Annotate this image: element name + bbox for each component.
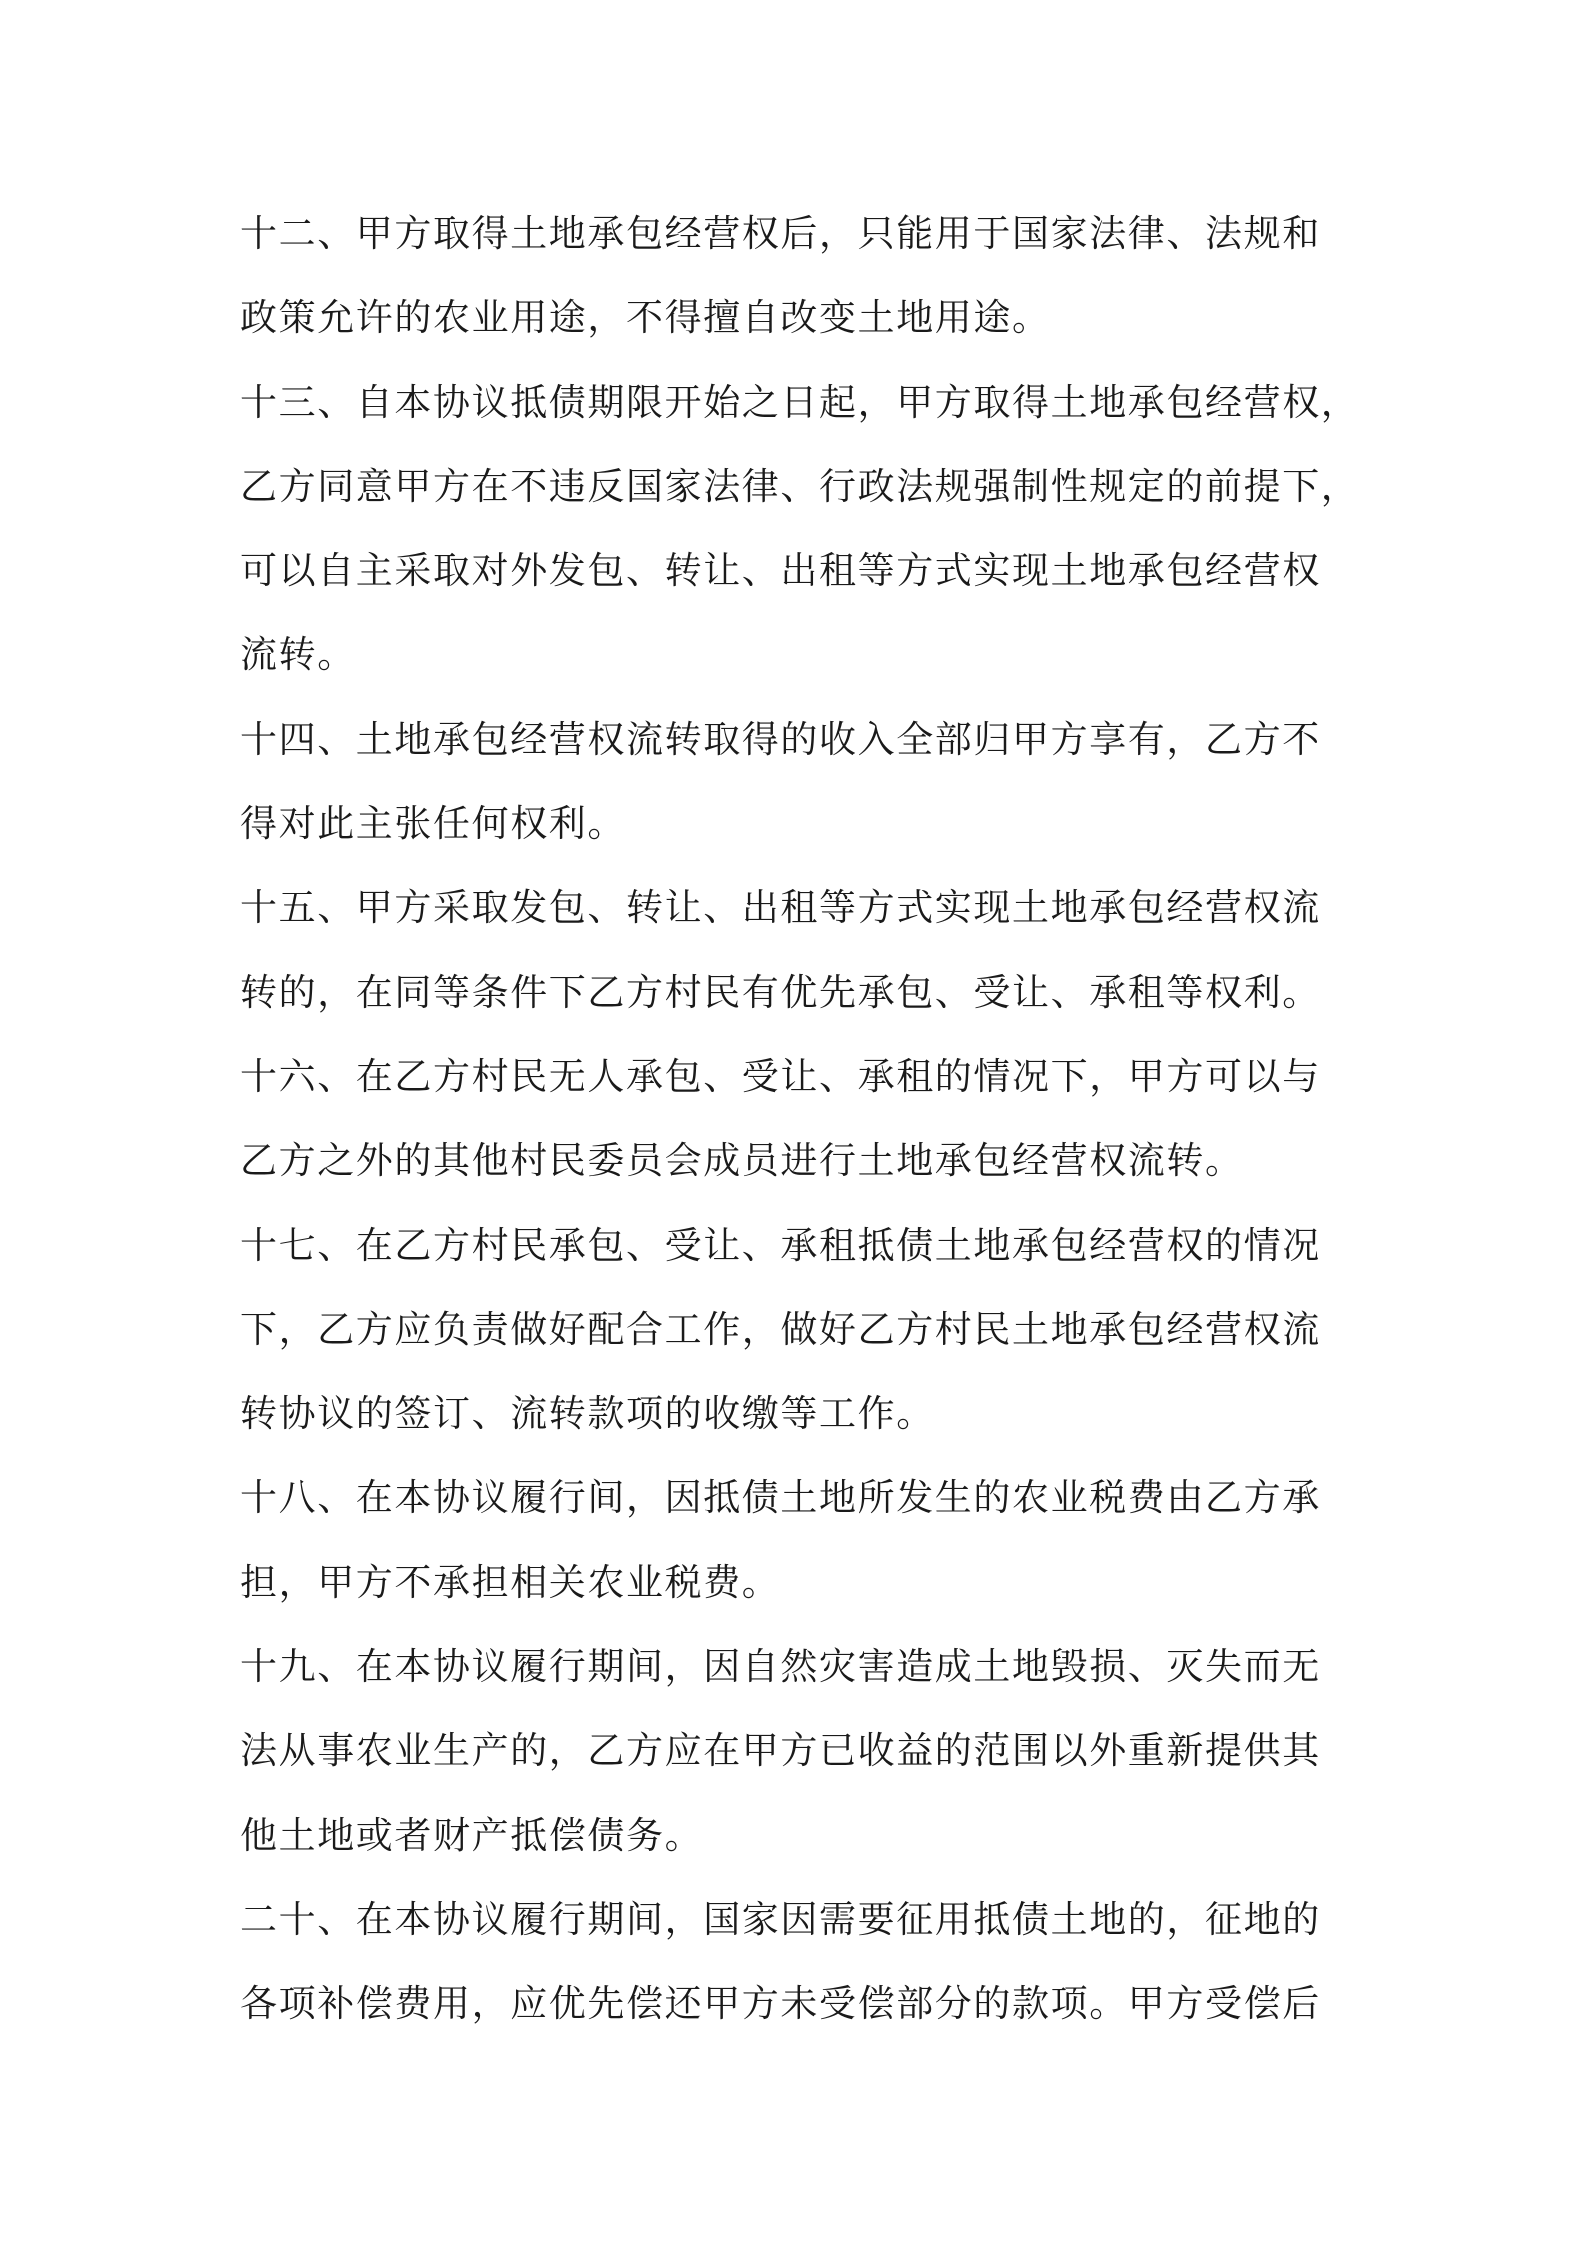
text-line: 转的，在同等条件下乙方村民有优先承包、受让、承租等权利。 bbox=[240, 970, 1321, 1014]
text-line: 十三、自本协议抵债期限开始之日起，甲方取得土地承包经营权， bbox=[240, 380, 1360, 424]
text-line: 转协议的签订、流转款项的收缴等工作。 bbox=[240, 1392, 935, 1436]
text-line: 二十、在本协议履行期间，国家因需要征用抵债土地的，征地的 bbox=[240, 1897, 1321, 1941]
text-line: 他土地或者财产抵偿债务。 bbox=[240, 1813, 704, 1857]
text-line: 法从事农业生产的，乙方应在甲方已收益的范围以外重新提供其 bbox=[240, 1729, 1321, 1773]
text-line: 下，乙方应负责做好配合工作，做好乙方村民土地承包经营权流 bbox=[240, 1307, 1321, 1351]
text-line: 十七、在乙方村民承包、受让、承租抵债土地承包经营权的情况 bbox=[240, 1223, 1321, 1267]
text-line: 可以自主采取对外发包、转让、出租等方式实现土地承包经营权 bbox=[240, 549, 1321, 593]
text-line: 十四、土地承包经营权流转取得的收入全部归甲方享有，乙方不 bbox=[240, 717, 1321, 761]
text-line: 流转。 bbox=[240, 633, 356, 677]
document-body bbox=[240, 192, 1370, 2047]
text-line: 政策允许的农业用途，不得擅自改变土地用途。 bbox=[240, 296, 1051, 340]
text-line: 得对此主张任何权利。 bbox=[240, 802, 626, 846]
text-line: 十八、在本协议履行间，因抵债土地所发生的农业税费由乙方承 bbox=[240, 1476, 1321, 1520]
text-line: 十六、在乙方村民无人承包、受让、承租的情况下，甲方可以与 bbox=[240, 1054, 1321, 1098]
text-line: 十五、甲方采取发包、转让、出租等方式实现土地承包经营权流 bbox=[240, 886, 1321, 930]
text-line: 各项补偿费用，应优先偿还甲方未受偿部分的款项。甲方受偿后 bbox=[240, 1982, 1321, 2026]
text-line: 十二、甲方取得土地承包经营权后，只能用于国家法律、法规和 bbox=[240, 212, 1321, 255]
text-line: 乙方之外的其他村民委员会成员进行土地承包经营权流转。 bbox=[240, 1139, 1244, 1183]
text-line: 担，甲方不承担相关农业税费。 bbox=[240, 1560, 781, 1604]
text-line: 十九、在本协议履行期间，因自然灾害造成土地毁损、灭失而无 bbox=[240, 1645, 1321, 1689]
text-line: 乙方同意甲方在不违反国家法律、行政法规强制性规定的前提下， bbox=[240, 464, 1360, 508]
